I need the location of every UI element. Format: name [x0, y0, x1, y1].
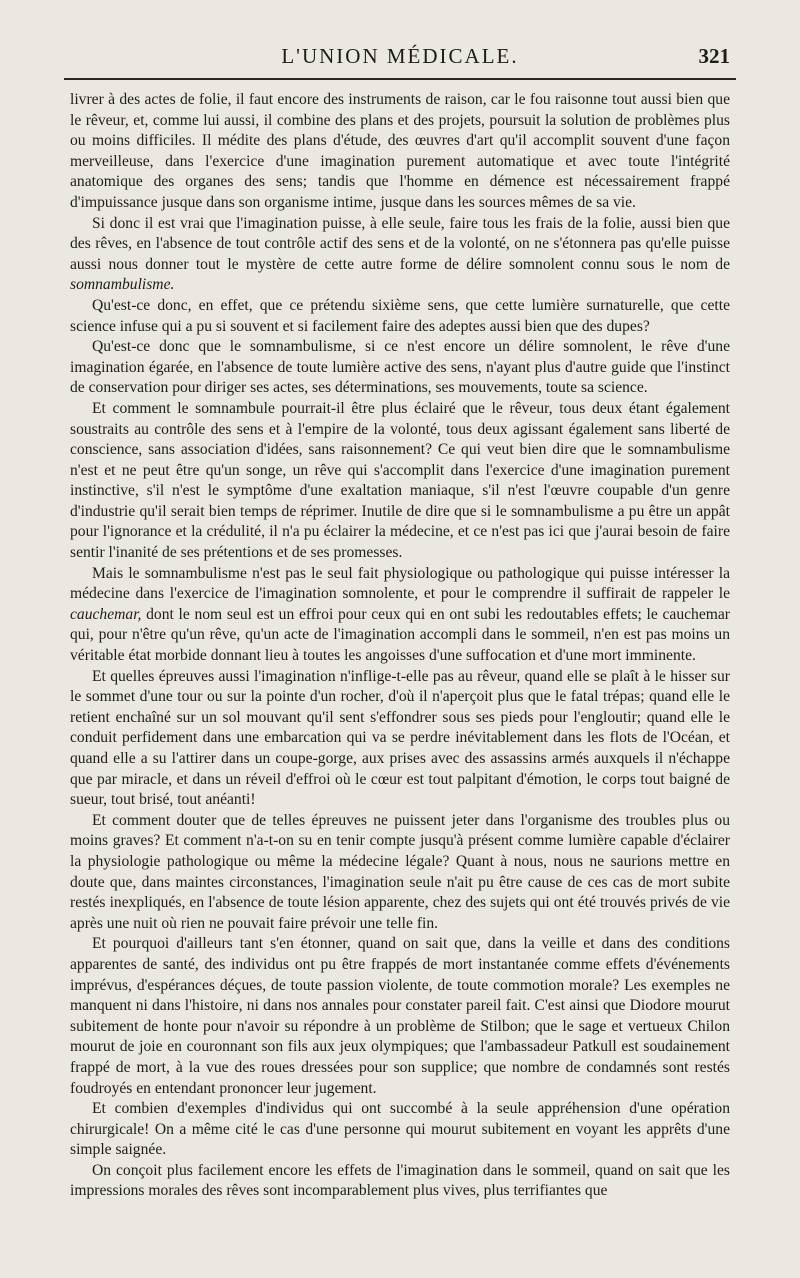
text-run: Qu'est-ce donc, en effet, que ce prétendu sixième sens, que cette lumière surnaturelle, que cette science infuse qui a pu si souvent et si facilement faire des adeptes aussi bien que des dupes?	[70, 296, 730, 335]
text-run: dont le nom seul est un effroi pour ceux qui en ont subi les redoutables effets; le cauchemar qui, pour n'être qu'un rêve, qu'un acte de l'imagination accompli dans le sommeil, n'en est pas moins un véritable état morbide donnant lieu à toutes les angoisses d'une suffocation et d'une mort imminente.	[70, 605, 730, 665]
paragraph	[70, 1099, 730, 1161]
paragraph	[70, 90, 730, 214]
paragraph	[70, 667, 730, 811]
paragraph	[70, 399, 730, 564]
paragraph	[70, 337, 730, 399]
paragraph	[70, 214, 730, 296]
paragraph	[70, 811, 730, 935]
text-run: Et comment douter que de telles épreuves ne puissent jeter dans l'organisme des troubles plus ou moins graves? Et comment n'a-t-on su en tenir compte jusqu'à présent comme lumière capable d'éclairer la physiologie pathologique ou même la médecine légale? Quant à nous, nous ne saurions mettre en doute que, dans maintes circonstances, l'imagination seule n'ait pu être cause de ces cas de mort subite restés inexpliqués, en l'absence de toute lésion apparente, chez des sujets qui ont été trouvés privés de vie après une nuit où rien ne pouvait faire prévoir une telle fin.	[70, 811, 730, 932]
text-run: livrer à des actes de folie, il faut encore des instruments de raison, car le fou raisonne tout aussi bien que le rêveur, et, comme lui aussi, il combine des plans et des projets, poursuit la solution de problèmes plus ou moins difficiles. Il médite des plans d'étude, des œuvres d'art qu'il accomplit souvent d'une façon merveilleuse, dans l'exercice d'une imagination purement automatique et avec toute l'intégrité anatomique des organes des sens; tandis que l'homme en démence est nécessairement frappé d'impuissance jusque dans son organisme intime, jusque dans les sources mêmes de sa vie.	[70, 91, 730, 211]
page-number: 321	[698, 44, 730, 68]
text-run: Et combien d'exemples d'individus qui ont succombé à la seule appréhension d'une opération chirurgicale! On a même cité le cas d'une personne qui mourut subitement en voyant les apprêts d'une simple saignée.	[70, 1100, 730, 1159]
paragraph	[70, 564, 730, 667]
paragraph	[70, 1161, 730, 1202]
text-run: Si donc il est vrai que l'imagination puisse, à elle seule, faire tous les frais de la folie, aussi bien que des rêves, en l'absence de tout contrôle actif des sens et de la volonté, on ne s'étonnera pas qu'elle puisse aussi nous donner tout le mystère de cette autre forme de délire somnolent connu sous le nom de	[70, 214, 730, 273]
text-run: Mais le somnambulisme n'est pas le seul fait physiologique ou pathologique qui puisse intéresser la médecine dans l'exercice de l'imagination somnolente, et pour le comprendre il suffirait de rappeler le	[70, 564, 730, 603]
text-run: Et pourquoi d'ailleurs tant s'en étonner, quand on sait que, dans la veille et dans des conditions apparentes de santé, des individus ont pu être frappés de mort instantanée comme effets d'événements imprévus, d'espérances déçues, de toute passion violente, de toute commotion morale? Les exemples ne manquent ni dans l'histoire, ni dans nos annales pour constater pareil fait. C'est ainsi que Diodore mourut subitement de honte pour n'avoir su répondre à un problème de Stilbon; que le sage et vertueux Chilon mourut de joie en couronnant son fils aux jeux olympiques; que l'ambassadeur Patkull est soudainement frappé de mort, à la vue des roues dressées pour son supplice; que nombre de condamnés sont restés foudroyés en entendant prononcer leur jugement.	[70, 935, 730, 1097]
paragraph	[70, 296, 730, 337]
italic-term: cauchemar,	[70, 605, 142, 623]
body-text	[70, 90, 730, 1202]
text-run: On conçoit plus facilement encore les effets de l'imagination dans le sommeil, quand on sait que les impressions morales des rêves sont incomparablement plus vives, plus terrifiantes que	[70, 1161, 730, 1200]
italic-term: somnambulisme.	[70, 276, 175, 294]
header-rule	[64, 78, 736, 80]
paragraph	[70, 934, 730, 1099]
running-title: L'UNION MÉDICALE.	[281, 44, 519, 68]
page-header	[70, 44, 730, 76]
text-run: Qu'est-ce donc que le somnambulisme, si ce n'est encore un délire somnolent, le rêve d'une imagination égarée, en l'absence de toute lumière active des sens, n'ayant plus d'autre guide que l'instinct de conservation pour diriger ses actes, ses déterminations, ses mouvements, toute sa science.	[70, 338, 730, 397]
text-run: Et comment le somnambule pourrait-il être plus éclairé que le rêveur, tous deux étant également soustraits au contrôle des sens et à l'empire de la volonté, tous deux agissant également sans liberté de conscience, sans association d'idées, sans raisonnement? Ce qui veut bien dire que le somnambulisme n'est et ne peut être qu'un songe, un rêve qui s'accomplit dans l'exercice d'une imagination purement instinctive, s'il n'est le symptôme d'une exaltation maniaque, s'il n'est l'œuvre coupable d'un genre d'industrie qu'il serait bien temps de réprimer. Inutile de dire que si le somnambulisme a pu être un appât pour l'ignorance et la crédulité, il n'a pu éclairer la médecine, et ce n'est pas ici que j'aurai besoin de faire sentir l'inanité de ses prétentions et de ses promesses.	[70, 399, 730, 562]
text-run: Et quelles épreuves aussi l'imagination n'inflige-t-elle pas au rêveur, quand elle se plaît à le hisser sur le sommet d'une tour ou sur la pointe d'un rocher, d'où il n'aperçoit plus que le fatal trépas; quand elle le retient enchaîné sur un sol mouvant qu'il sent s'effondrer sous ses pieds pour l'engloutir; quand elle le conduit perfidement dans une embarcation qui va se perdre inévitablement dans les flots de l'Océan, et quand elle a su l'attirer dans un coupe-gorge, aux prises avec des assassins armés auxquels il n'échappe que par miracle, et dans un réveil d'effroi où le cœur est tout palpitant d'émotion, le corps tout baigné de sueur, tout brisé, tout anéanti!	[70, 667, 730, 809]
